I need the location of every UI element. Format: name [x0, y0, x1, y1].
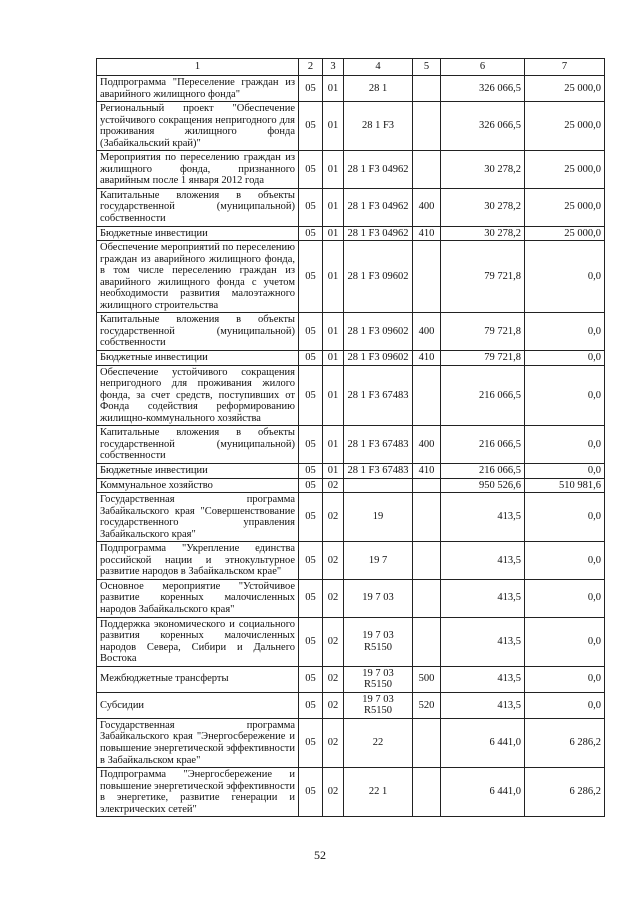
row-amount-2: 0,0	[525, 579, 605, 617]
header-col-5: 5	[413, 59, 441, 76]
row-expense-type: 520	[413, 692, 441, 718]
row-target-code: 28 1 F3 67483	[344, 365, 413, 426]
header-row	[97, 59, 605, 76]
row-subsection-code: 02	[323, 692, 344, 718]
row-amount-2: 25 000,0	[525, 151, 605, 189]
row-amount-2: 25 000,0	[525, 188, 605, 226]
table-row	[97, 102, 605, 151]
row-target-code: 22	[344, 718, 413, 767]
row-amount-2: 0,0	[525, 365, 605, 426]
budget-table	[96, 58, 605, 817]
row-target-code: 28 1 F3 09602	[344, 241, 413, 313]
row-name: Капитальные вложения в объекты государственной (муниципальной) собственности	[97, 426, 299, 464]
row-target-code: 28 1 F3 67483	[344, 426, 413, 464]
row-amount-2: 6 286,2	[525, 718, 605, 767]
row-amount-2: 0,0	[525, 493, 605, 542]
row-subsection-code: 01	[323, 76, 344, 102]
row-target-code: 28 1 F3 67483	[344, 463, 413, 478]
row-target-code: 28 1	[344, 76, 413, 102]
header-col-6: 6	[441, 59, 525, 76]
row-amount-2: 0,0	[525, 241, 605, 313]
row-target-code: 22 1	[344, 768, 413, 817]
row-amount-1: 6 441,0	[441, 768, 525, 817]
page-number: 52	[314, 848, 326, 862]
row-name: Межбюджетные трансферты	[97, 666, 299, 692]
header-col-3: 3	[323, 59, 344, 76]
header-col-4: 4	[344, 59, 413, 76]
row-amount-1: 30 278,2	[441, 226, 525, 241]
row-amount-1: 950 526,6	[441, 478, 525, 493]
row-section-code: 05	[299, 241, 323, 313]
row-section-code: 05	[299, 718, 323, 767]
table-row	[97, 542, 605, 580]
table-row	[97, 76, 605, 102]
row-expense-type	[413, 718, 441, 767]
row-amount-1: 216 066,5	[441, 426, 525, 464]
table-row	[97, 188, 605, 226]
row-subsection-code: 01	[323, 241, 344, 313]
row-amount-1: 6 441,0	[441, 718, 525, 767]
row-expense-type: 500	[413, 666, 441, 692]
row-section-code: 05	[299, 313, 323, 351]
row-target-code: 19 7 03	[344, 579, 413, 617]
row-subsection-code: 02	[323, 768, 344, 817]
table-row	[97, 478, 605, 493]
row-target-code: 19	[344, 493, 413, 542]
row-name: Мероприятия по переселению граждан из жилищного фонда, признанного аварийным после 1 января 2012 года	[97, 151, 299, 189]
table-row	[97, 426, 605, 464]
row-name: Бюджетные инвестиции	[97, 463, 299, 478]
row-target-code: 19 7	[344, 542, 413, 580]
row-name: Бюджетные инвестиции	[97, 351, 299, 366]
row-amount-1: 326 066,5	[441, 76, 525, 102]
row-name: Подпрограмма "Переселение граждан из аварийного жилищного фонда"	[97, 76, 299, 102]
row-subsection-code: 01	[323, 365, 344, 426]
row-expense-type	[413, 768, 441, 817]
row-section-code: 05	[299, 365, 323, 426]
row-amount-1: 79 721,8	[441, 351, 525, 366]
row-name: Государственная программа Забайкальского края "Совершенствование государственного управления Забайкальского края"	[97, 493, 299, 542]
table-row	[97, 617, 605, 666]
row-expense-type	[413, 102, 441, 151]
row-name: Региональный проект "Обеспечение устойчивого сокращения непригодного для проживания жилищного фонда (Забайкальский край)"	[97, 102, 299, 151]
row-section-code: 05	[299, 76, 323, 102]
table-row	[97, 241, 605, 313]
table-row	[97, 579, 605, 617]
row-target-code: 28 1 F3 09602	[344, 313, 413, 351]
row-amount-1: 413,5	[441, 493, 525, 542]
table-row	[97, 365, 605, 426]
row-target-code: 28 1 F3	[344, 102, 413, 151]
row-subsection-code: 01	[323, 151, 344, 189]
table-body	[97, 76, 605, 817]
row-target-code: 19 7 03 R5150	[344, 666, 413, 692]
row-name: Субсидии	[97, 692, 299, 718]
row-expense-type	[413, 542, 441, 580]
row-expense-type: 410	[413, 226, 441, 241]
row-subsection-code: 01	[323, 226, 344, 241]
row-expense-type: 400	[413, 188, 441, 226]
row-subsection-code: 02	[323, 478, 344, 493]
row-subsection-code: 01	[323, 313, 344, 351]
row-section-code: 05	[299, 478, 323, 493]
row-target-code: 28 1 F3 04962	[344, 188, 413, 226]
header-col-2: 2	[299, 59, 323, 76]
row-amount-1: 413,5	[441, 666, 525, 692]
row-subsection-code: 01	[323, 188, 344, 226]
row-subsection-code: 01	[323, 351, 344, 366]
row-name: Обеспечение устойчивого сокращения непригодного для проживания жилого фонда, за счет средств, поступивших от Фонда содействия реформированию жилищно-коммунального хозяйства	[97, 365, 299, 426]
table-row	[97, 718, 605, 767]
row-subsection-code: 01	[323, 463, 344, 478]
row-subsection-code: 02	[323, 542, 344, 580]
row-amount-1: 30 278,2	[441, 151, 525, 189]
row-target-code: 28 1 F3 04962	[344, 226, 413, 241]
row-amount-1: 413,5	[441, 542, 525, 580]
row-amount-1: 216 066,5	[441, 365, 525, 426]
row-name: Подпрограмма "Укрепление единства российской нации и этнокультурное развитие народов в Забайкальском крае"	[97, 542, 299, 580]
row-expense-type: 400	[413, 426, 441, 464]
row-subsection-code: 02	[323, 718, 344, 767]
row-subsection-code: 02	[323, 666, 344, 692]
row-amount-1: 79 721,8	[441, 241, 525, 313]
row-subsection-code: 02	[323, 579, 344, 617]
header-col-7: 7	[525, 59, 605, 76]
row-subsection-code: 01	[323, 102, 344, 151]
row-expense-type	[413, 241, 441, 313]
row-amount-2: 6 286,2	[525, 768, 605, 817]
row-target-code: 19 7 03 R5150	[344, 692, 413, 718]
table-row	[97, 351, 605, 366]
row-name: Подпрограмма "Энергосбережение и повышение энергетической эффективности в энергетике, развитие генерации и электрических сетей"	[97, 768, 299, 817]
row-expense-type	[413, 151, 441, 189]
table-row	[97, 226, 605, 241]
row-amount-2: 0,0	[525, 313, 605, 351]
row-amount-1: 30 278,2	[441, 188, 525, 226]
row-amount-2: 0,0	[525, 692, 605, 718]
row-section-code: 05	[299, 768, 323, 817]
row-amount-2: 25 000,0	[525, 226, 605, 241]
row-amount-1: 413,5	[441, 579, 525, 617]
row-name: Капитальные вложения в объекты государственной (муниципальной) собственности	[97, 313, 299, 351]
row-expense-type	[413, 493, 441, 542]
row-expense-type: 400	[413, 313, 441, 351]
row-section-code: 05	[299, 188, 323, 226]
row-amount-1: 79 721,8	[441, 313, 525, 351]
row-name: Бюджетные инвестиции	[97, 226, 299, 241]
table-row	[97, 151, 605, 189]
row-amount-2: 0,0	[525, 463, 605, 478]
row-amount-1: 413,5	[441, 692, 525, 718]
table-row	[97, 666, 605, 692]
row-section-code: 05	[299, 579, 323, 617]
row-name: Поддержка экономического и социального развития коренных малочисленных народов Севера, Сибири и Дальнего Востока	[97, 617, 299, 666]
row-subsection-code: 02	[323, 493, 344, 542]
row-expense-type	[413, 478, 441, 493]
table-row	[97, 768, 605, 817]
row-name: Коммунальное хозяйство	[97, 478, 299, 493]
row-name: Государственная программа Забайкальского края "Энергосбережение и повышение энергетической эффективности в Забайкальском крае"	[97, 718, 299, 767]
row-name: Капитальные вложения в объекты государственной (муниципальной) собственности	[97, 188, 299, 226]
row-section-code: 05	[299, 666, 323, 692]
table-row	[97, 313, 605, 351]
row-expense-type	[413, 579, 441, 617]
header-col-1: 1	[97, 59, 299, 76]
row-amount-2: 0,0	[525, 426, 605, 464]
row-target-code: 28 1 F3 04962	[344, 151, 413, 189]
row-amount-1: 326 066,5	[441, 102, 525, 151]
table-row	[97, 692, 605, 718]
row-section-code: 05	[299, 617, 323, 666]
row-name: Основное мероприятие "Устойчивое развитие коренных малочисленных народов Забайкальского края"	[97, 579, 299, 617]
table-row	[97, 493, 605, 542]
row-expense-type	[413, 617, 441, 666]
row-target-code: 28 1 F3 09602	[344, 351, 413, 366]
row-amount-2: 25 000,0	[525, 102, 605, 151]
row-amount-2: 0,0	[525, 351, 605, 366]
row-amount-2: 0,0	[525, 617, 605, 666]
row-amount-1: 413,5	[441, 617, 525, 666]
row-subsection-code: 02	[323, 617, 344, 666]
row-target-code: 19 7 03 R5150	[344, 617, 413, 666]
row-section-code: 05	[299, 493, 323, 542]
row-section-code: 05	[299, 463, 323, 478]
row-name: Обеспечение мероприятий по переселению граждан из аварийного жилищного фонда, в том числе переселению граждан из аварийного жилищного фонда с учетом необходимости развития малоэтажного жилищного строительства	[97, 241, 299, 313]
row-section-code: 05	[299, 542, 323, 580]
row-amount-2: 25 000,0	[525, 76, 605, 102]
table-row	[97, 463, 605, 478]
row-section-code: 05	[299, 102, 323, 151]
row-expense-type	[413, 76, 441, 102]
row-amount-1: 216 066,5	[441, 463, 525, 478]
row-section-code: 05	[299, 426, 323, 464]
row-expense-type: 410	[413, 351, 441, 366]
row-section-code: 05	[299, 226, 323, 241]
row-amount-2: 0,0	[525, 666, 605, 692]
row-section-code: 05	[299, 151, 323, 189]
row-expense-type: 410	[413, 463, 441, 478]
row-section-code: 05	[299, 351, 323, 366]
row-amount-2: 510 981,6	[525, 478, 605, 493]
table-header	[97, 59, 605, 76]
row-target-code	[344, 478, 413, 493]
row-subsection-code: 01	[323, 426, 344, 464]
row-amount-2: 0,0	[525, 542, 605, 580]
row-section-code: 05	[299, 692, 323, 718]
row-expense-type	[413, 365, 441, 426]
